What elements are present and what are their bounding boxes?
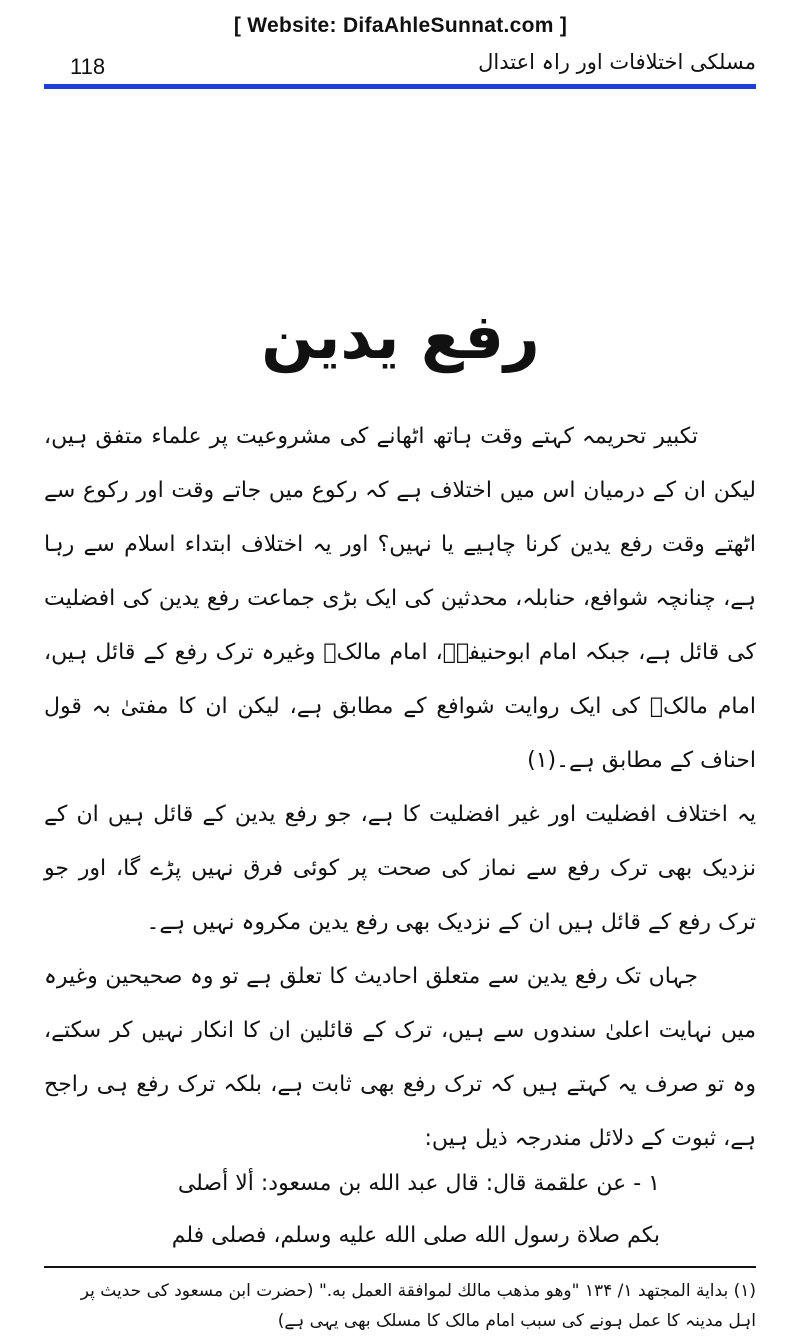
paragraph-3: جہاں تک رفع یدین سے متعلق احادیث کا تعلق ہے تو وہ صحیحین وغیرہ میں نہایت اعلیٰ سندوں سے ہیں، ترک کے قائلین ان کا انکار نہیں کر سکتے، وہ تو صرف یہ کہتے ہیں کہ ترک رفع بھی ثابت ہے، بلکہ ترک رفع ہی راجح ہے، ثبوت کے دلائل مندرجہ ذیل ہیں: [44, 964, 757, 1151]
website-banner: [ Website: DifaAhleSunnat.com ] [233, 14, 568, 37]
paragraph-2: یہ اختلاف افضلیت اور غیر افضلیت کا ہے، جو رفع یدین کے قائل ہیں ان کے نزدیک بھی ترک رفع سے نماز کی صحت پر کوئی فرق نہیں پڑے گا، اور جو ترک رفع کے قائل ہیں ان کے نزدیک بھی رفع یدین مکروہ نہیں ہے۔ [44, 802, 756, 935]
quote-line-1: ۱ - عن علقمة قال: قال عبد الله بن مسعود: ألا أصلی [177, 1171, 660, 1196]
chapter-title: رفع یدین [261, 300, 540, 373]
footnote-line-1: (۱) بداية المجتهد ۱/ ۱۳۴ "وهو مذهب مالك لموافقة العمل به." (حضرت ابن مسعود کی حدیث پر [80, 1281, 756, 1301]
footnote-line-2: اہل مدینہ کا عمل ہونے کی سبب امام مالک کا مسلک بھی یہی ہے) [277, 1311, 756, 1331]
header-rule [44, 84, 756, 89]
page-number: 118 [70, 54, 106, 79]
footnote [44, 1276, 756, 1336]
quote-line-2: بكم صلاة رسول الله صلى الله عليه وسلم، فصلى فلم [171, 1223, 660, 1248]
page-header [44, 50, 756, 88]
body-text [44, 410, 756, 1166]
footnote-divider [44, 1266, 756, 1268]
running-title: مسلکی اختلافات اور راہ اعتدال [478, 50, 756, 74]
arabic-hadith-quote [60, 1158, 660, 1262]
paragraph-1: تکبیر تحریمہ کہتے وقت ہاتھ اٹھانے کی مشروعیت پر علماء متفق ہیں، لیکن ان کے درمیان اس میں اختلاف ہے کہ رکوع میں جاتے وقت اور رکوع سے اٹھتے وقت رفع یدین کرنا چاہیے یا نہیں؟ اور یہ اختلاف ابتداء اسلام سے رہا ہے، چنانچہ شوافع، حنابلہ، محدثین کی ایک بڑی جماعت رفع یدین کی افضلیت کی قائل ہے، جبکہ امام ابوحنیفہؒ، امام مالکؒ وغیرہ ترک رفع کے قائل ہیں، امام مالکؒ کی ایک روایت شوافع کے مطابق ہے، لیکن ان کا مفتیٰ بہ قول احناف کے مطابق ہے۔(۱) [44, 424, 756, 773]
